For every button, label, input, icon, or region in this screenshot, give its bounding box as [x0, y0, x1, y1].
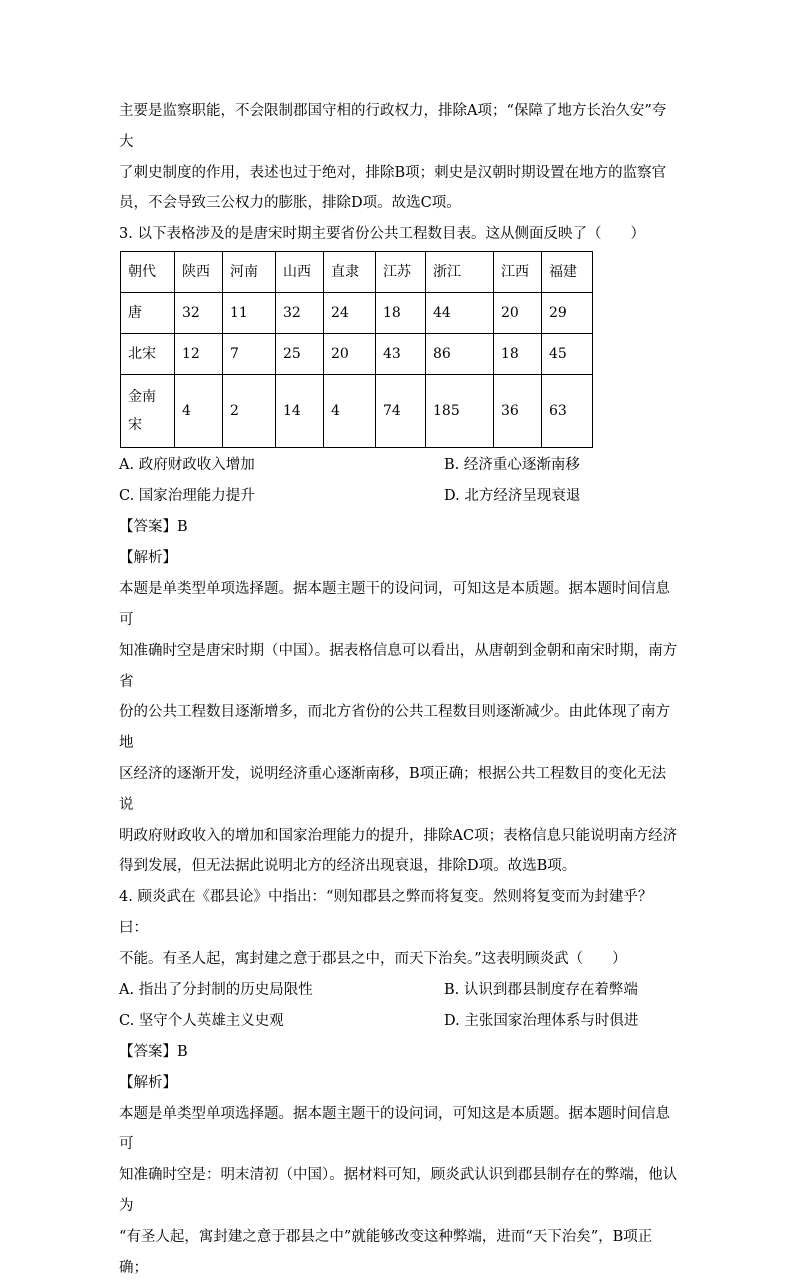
text-line: 知准确时空是：明末清初（中国）。据材料可知，顾炎武认识到郡县制存在的弊端，他认为	[119, 1167, 678, 1214]
question-3-analysis	[119, 574, 679, 882]
table-cell: 7	[223, 334, 276, 375]
table-cell: 江苏	[376, 252, 426, 293]
analysis-label: 【解析】	[119, 550, 177, 567]
public-works-table	[120, 251, 593, 448]
table-cell: 25	[276, 334, 324, 375]
option-a: A. 政府财政收入增加	[119, 457, 255, 474]
table-cell: 20	[494, 293, 542, 334]
table-header-row	[121, 252, 593, 293]
text-line: 主要是监察职能，不会限制郡国守相的行政权力，排除A项；“保障了地方长治久安”夸大	[119, 103, 667, 150]
table-cell: 4	[324, 375, 376, 448]
table-cell: 4	[175, 375, 223, 448]
table-cell: 12	[175, 334, 223, 375]
table-cell: 32	[175, 293, 223, 334]
table-cell: 74	[376, 375, 426, 448]
option-c: C. 国家治理能力提升	[119, 488, 255, 505]
table-cell: 24	[324, 293, 376, 334]
text-line: 员，不会导致三公权力的膨胀，排除D项。故选C项。	[119, 195, 461, 212]
text-line: 本题是单类型单项选择题。据本题主题干的设问词，可知这是本质题。据本题时间信息可	[119, 1105, 670, 1153]
table-row	[121, 293, 593, 334]
text-line: 得到发展，但无法据此说明北方的经济出现衰退，排除D项。故选B项。	[119, 858, 577, 875]
text-line: 4. 顾炎武在《郡县论》中指出：“则知郡县之弊而将复变。然则将复变而为封建乎？曰：	[119, 889, 653, 936]
question-3-stem: 3. 以下表格涉及的是唐宋时期主要省份公共工程数目表。这从侧面反映了（ ）	[119, 226, 645, 243]
question-4-options	[119, 975, 679, 1037]
table-row	[121, 334, 593, 375]
document-page	[119, 96, 679, 1283]
text-line: 了刺史制度的作用，表述也过于绝对，排除B项；刺史是汉朝时期设置在地方的监察官	[119, 164, 667, 181]
table-cell: 45	[542, 334, 593, 375]
table-cell: 陕西	[175, 252, 223, 293]
option-a: A. 指出了分封制的历史局限性	[119, 981, 313, 998]
table-cell: 18	[376, 293, 426, 334]
table-cell: 86	[426, 334, 494, 375]
table-cell: 43	[376, 334, 426, 375]
table-cell: 2	[223, 375, 276, 448]
prev-analysis-continuation	[119, 96, 679, 219]
table-row	[121, 375, 593, 448]
table-cell: 直隶	[324, 252, 376, 293]
table-cell: 唐	[121, 293, 175, 334]
option-b: B. 认识到郡县制度存在着弊端	[444, 981, 638, 998]
text-line: 知准确时空是唐宋时期（中国）。据表格信息可以看出，从唐朝到金朝和南宋时期，南方省	[119, 642, 678, 690]
table-cell: 36	[494, 375, 542, 448]
option-b: B. 经济重心逐渐南移	[444, 457, 580, 474]
table-cell: 44	[426, 293, 494, 334]
text-line: 份的公共工程数目逐渐增多，而北方省份的公共工程数目则逐渐减少。由此体现了南方地	[119, 704, 670, 752]
table-cell: 11	[223, 293, 276, 334]
text-line: 明政府财政收入的增加和国家治理能力的提升，排除AC项；表格信息只能说明南方经济	[119, 827, 678, 844]
table-cell: 江西	[494, 252, 542, 293]
question-3-options	[119, 450, 679, 512]
text-line: 不能。有圣人起，寓封建之意于郡县之中，而天下治矣。”这表明顾炎武（ ）	[119, 950, 627, 967]
table-cell: 山西	[276, 252, 324, 293]
analysis-label: 【解析】	[119, 1074, 177, 1091]
table-cell: 朝代	[121, 252, 175, 293]
table-cell: 32	[276, 293, 324, 334]
answer-label: 【答案】B	[119, 519, 188, 536]
text-line: 本题是单类型单项选择题。据本题主题干的设问词，可知这是本质题。据本题时间信息可	[119, 581, 670, 628]
answer-label: 【答案】B	[119, 1043, 188, 1060]
table-cell: 29	[542, 293, 593, 334]
table-cell: 20	[324, 334, 376, 375]
option-d: D. 北方经济呈现衰退	[444, 488, 581, 505]
option-d: D. 主张国家治理体系与时俱进	[444, 1012, 639, 1029]
table-cell: 河南	[223, 252, 276, 293]
table-cell: 北宋	[121, 334, 175, 375]
table-cell: 185	[426, 375, 494, 448]
table-cell: 14	[276, 375, 324, 448]
text-line: “有圣人起，寓封建之意于郡县之中”就能够改变这种弊端，进而“天下治矣”，B项正确；	[119, 1228, 653, 1276]
table-cell: 浙江	[426, 252, 494, 293]
question-4-analysis	[119, 1099, 679, 1283]
text-line: 区经济的逐渐开发，说明经济重心逐渐南移，B项正确；根据公共工程数目的变化无法说	[119, 765, 667, 813]
table-cell: 福建	[542, 252, 593, 293]
table-cell: 63	[542, 375, 593, 448]
table-cell: 金南宋	[121, 375, 175, 448]
question-4-stem	[119, 882, 679, 974]
option-c: C. 坚守个人英雄主义史观	[119, 1012, 284, 1029]
table-cell: 18	[494, 334, 542, 375]
